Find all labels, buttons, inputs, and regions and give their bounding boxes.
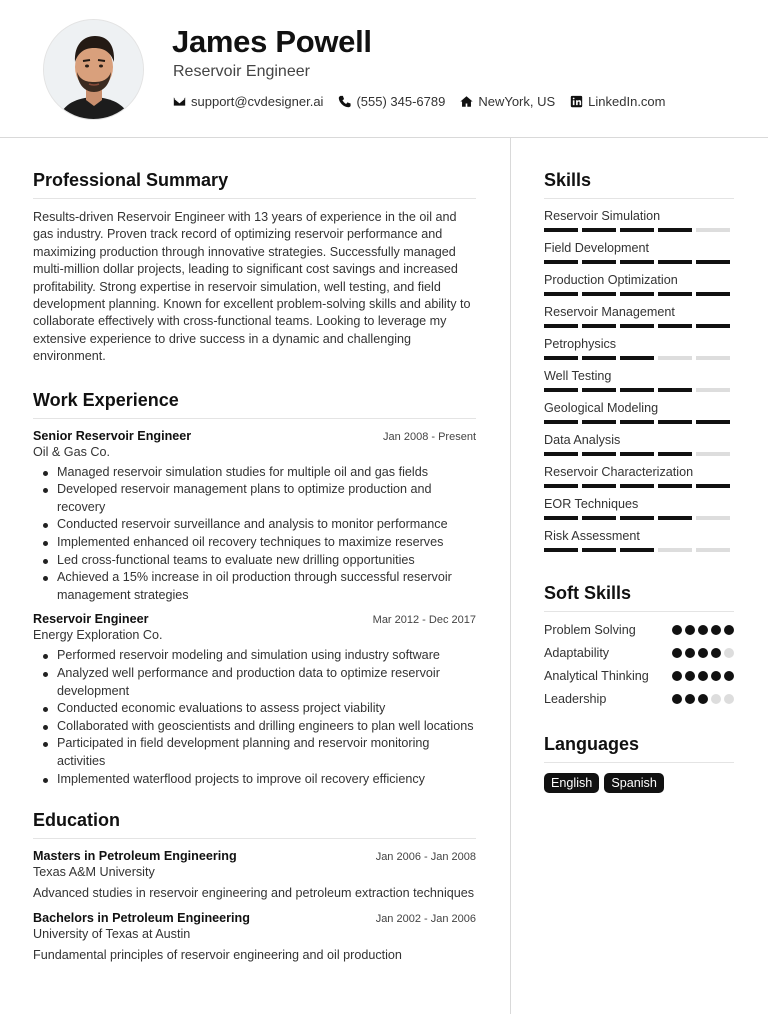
skill-level-segment: [544, 356, 578, 360]
skill-level-segment: [544, 420, 578, 424]
skill-level-segment: [582, 324, 616, 328]
rating-dot: [724, 625, 734, 635]
rating-dot: [711, 625, 721, 635]
profile-photo: [43, 19, 144, 120]
summary-text: Results-driven Reservoir Engineer with 13 years of experience in the oil and gas industry. Proven track record of optimizing reservoir performance and maximizing production through innovative strategies. Successfully managed multi-million dollar projects, leading to significant cost savings and increased profitability. Strong expertise in reservoir simulation, well testing, and field development planning. Known for excellent problem-solving skills and ability to collaborate effectively with cross-functional teams. Looking to leverage my extensive experience to drive success in a dynamic and challenging environment.: [33, 210, 471, 364]
bullet-item: Managed reservoir simulation studies for multiple oil and gas fields: [43, 464, 476, 482]
soft-skill-list: [544, 622, 734, 708]
rating-dot: [685, 648, 695, 658]
summary-section: [33, 170, 476, 366]
soft-skill-rating: [672, 694, 734, 704]
skill-level-segment: [696, 484, 730, 488]
soft-skill-name: Analytical Thinking: [544, 669, 649, 683]
skill-level-segment: [696, 356, 730, 360]
skill-name: Petrophysics: [544, 337, 617, 351]
contact-email[interactable]: [173, 94, 323, 109]
skill-level-segment: [620, 292, 654, 296]
job-header: [33, 612, 476, 626]
language-badge: Spanish: [604, 773, 664, 793]
skill-level-bar: [544, 292, 734, 305]
bullet-item: Conducted economic evaluations to assess project viability: [43, 700, 476, 718]
experience-section: [33, 390, 476, 789]
skill-level-segment: [696, 452, 730, 456]
main-column: [33, 170, 476, 964]
skill-level-segment: [696, 548, 730, 552]
job-list: [33, 429, 476, 789]
soft-skill-name: Adaptability: [544, 646, 610, 660]
skill-level-segment: [696, 516, 730, 520]
rating-dot: [685, 671, 695, 681]
school-name: University of Texas at Austin: [33, 926, 191, 941]
skill-level-segment: [658, 516, 692, 520]
skill-level-segment: [544, 388, 578, 392]
skill-name: Geological Modeling: [544, 401, 659, 415]
skill-name: Well Testing: [544, 369, 612, 383]
skill-name: Reservoir Characterization: [544, 465, 694, 479]
skill-level-bar: [544, 260, 734, 273]
rating-dot: [711, 671, 721, 681]
soft-skill-rating: [672, 625, 734, 635]
bullet-item: Led cross-functional teams to evaluate new drilling opportunities: [43, 552, 476, 570]
skill-level-segment: [582, 228, 616, 232]
education-description: Fundamental principles of reservoir engineering and oil production: [33, 947, 402, 962]
skill-level-segment: [620, 420, 654, 424]
skill-level-bar: [544, 484, 734, 497]
skill-name: Reservoir Simulation: [544, 209, 661, 223]
rating-dot: [672, 671, 682, 681]
skill-list: [544, 209, 734, 561]
sidebar-column: [544, 170, 734, 793]
skill-level-segment: [582, 548, 616, 552]
skill-level-segment: [696, 228, 730, 232]
rating-dot: [672, 694, 682, 704]
skill-name: EOR Techniques: [544, 497, 639, 511]
skill-level-segment: [696, 324, 730, 328]
job-company: Oil & Gas Co.: [33, 444, 110, 459]
skill-level-segment: [620, 548, 654, 552]
bullet-item: Conducted reservoir surveillance and analysis to monitor performance: [43, 516, 476, 534]
home-icon: [460, 95, 473, 108]
bullet-item: Developed reservoir management plans to optimize production and recovery: [43, 481, 476, 516]
skill-level-bar: [544, 356, 734, 369]
skill-level-segment: [582, 452, 616, 456]
envelope-icon: [173, 95, 186, 108]
rating-dot: [685, 625, 695, 635]
skill-name: Field Development: [544, 241, 649, 255]
skill-level-segment: [544, 292, 578, 296]
skill-level-segment: [544, 452, 578, 456]
job-bullets: [43, 464, 476, 605]
job-title: Senior Reservoir Engineer: [33, 428, 192, 443]
skill-item: [544, 465, 734, 497]
education-header: [33, 849, 476, 863]
bullet-item: Collaborated with geoscientists and drilling engineers to plan well locations: [43, 718, 476, 736]
skill-level-segment: [658, 324, 692, 328]
degree-title: Bachelors in Petroleum Engineering: [33, 910, 250, 925]
skill-level-segment: [658, 260, 692, 264]
section-heading: Professional Summary: [33, 170, 476, 199]
soft-skill-name: Leadership: [544, 692, 607, 706]
skill-level-segment: [582, 260, 616, 264]
skill-item: [544, 305, 734, 337]
skill-level-segment: [544, 324, 578, 328]
bullet-item: Performed reservoir modeling and simulation using industry software: [43, 647, 476, 665]
soft-skill-rating: [672, 671, 734, 681]
skill-level-bar: [544, 324, 734, 337]
contact-phone-text: (555) 345-6789: [356, 94, 446, 109]
contact-phone[interactable]: [338, 94, 445, 109]
school-name: Texas A&M University: [33, 865, 155, 880]
skill-level-segment: [582, 388, 616, 392]
rating-dot: [672, 648, 682, 658]
language-list: [544, 773, 734, 793]
column-divider: [510, 138, 511, 1014]
soft-skills-section: [544, 583, 734, 708]
phone-icon: [338, 95, 351, 108]
soft-skill-rating: [672, 648, 734, 658]
resume-header: [0, 0, 768, 138]
bullet-item: Achieved a 15% increase in oil production through successful reservoir management strategies: [43, 569, 476, 604]
job-entry: [33, 429, 476, 605]
education-entry: [33, 911, 476, 964]
skill-level-segment: [658, 420, 692, 424]
education-section: [33, 810, 476, 964]
job-dates: Mar 2012 - Dec 2017: [372, 614, 476, 627]
skill-level-bar: [544, 548, 734, 561]
soft-skill-item: [544, 622, 734, 639]
rating-dot: [672, 625, 682, 635]
skill-level-segment: [696, 292, 730, 296]
soft-skill-item: [544, 691, 734, 708]
skill-level-segment: [582, 292, 616, 296]
skill-item: [544, 209, 734, 241]
rating-dot: [724, 694, 734, 704]
skill-level-bar: [544, 420, 734, 433]
skill-level-segment: [696, 388, 730, 392]
skill-level-segment: [544, 548, 578, 552]
skill-level-segment: [696, 260, 730, 264]
job-dates: Jan 2008 - Present: [383, 430, 476, 443]
skill-name: Reservoir Management: [544, 305, 675, 319]
bullet-item: Analyzed well performance and production data to optimize reservoir development: [43, 665, 476, 700]
education-description: Advanced studies in reservoir engineering and petroleum extraction techniques: [33, 886, 475, 901]
education-entry: [33, 849, 476, 902]
skill-level-segment: [620, 356, 654, 360]
skill-level-segment: [544, 260, 578, 264]
candidate-name: James Powell: [172, 24, 372, 59]
skill-level-segment: [658, 452, 692, 456]
skill-level-segment: [658, 228, 692, 232]
job-entry: [33, 612, 476, 788]
skill-name: Data Analysis: [544, 433, 621, 447]
skill-level-segment: [658, 548, 692, 552]
skill-level-bar: [544, 388, 734, 401]
contact-list: [173, 94, 681, 109]
rating-dot: [698, 625, 708, 635]
contact-email-text: support@cvdesigner.ai: [191, 94, 324, 109]
degree-title: Masters in Petroleum Engineering: [33, 849, 237, 864]
soft-skill-name: Problem Solving: [544, 623, 636, 637]
section-heading: Soft Skills: [544, 583, 734, 612]
language-badge: English: [544, 773, 599, 793]
skill-level-segment: [658, 292, 692, 296]
job-company: Energy Exploration Co.: [33, 628, 163, 643]
rating-dot: [698, 671, 708, 681]
bullet-item: Implemented waterflood projects to improve oil recovery efficiency: [43, 771, 476, 789]
skill-level-segment: [658, 388, 692, 392]
rating-dot: [698, 694, 708, 704]
job-title: Reservoir Engineer: [33, 612, 149, 627]
skill-level-segment: [620, 452, 654, 456]
skill-level-bar: [544, 228, 734, 241]
skill-level-segment: [620, 388, 654, 392]
skill-level-segment: [696, 420, 730, 424]
job-header: [33, 429, 476, 443]
section-heading: Languages: [544, 734, 734, 763]
skill-item: [544, 497, 734, 529]
skill-item: [544, 433, 734, 465]
skill-item: [544, 369, 734, 401]
skill-level-segment: [620, 516, 654, 520]
skill-level-segment: [544, 228, 578, 232]
section-heading: Skills: [544, 170, 734, 199]
soft-skill-item: [544, 645, 734, 662]
section-heading: Education: [33, 810, 476, 839]
languages-section: [544, 734, 734, 793]
skill-item: [544, 241, 734, 273]
skill-level-segment: [658, 484, 692, 488]
skill-level-bar: [544, 452, 734, 465]
education-dates: Jan 2002 - Jan 2006: [375, 912, 476, 925]
skill-level-segment: [658, 356, 692, 360]
section-heading: Work Experience: [33, 390, 476, 419]
education-header: [33, 911, 476, 925]
contact-location: [460, 94, 555, 109]
rating-dot: [711, 648, 721, 658]
skill-level-bar: [544, 516, 734, 529]
skill-item: [544, 337, 734, 369]
rating-dot: [685, 694, 695, 704]
skill-level-segment: [620, 260, 654, 264]
skill-level-segment: [582, 420, 616, 424]
skill-item: [544, 401, 734, 433]
rating-dot: [724, 671, 734, 681]
education-list: [33, 849, 476, 964]
skill-level-segment: [544, 516, 578, 520]
bullet-item: Participated in field development planning and reservoir monitoring activities: [43, 735, 476, 770]
skill-item: [544, 273, 734, 305]
linkedin-icon: [570, 95, 583, 108]
job-bullets: [43, 647, 476, 788]
contact-linkedin-text: LinkedIn.com: [588, 94, 666, 109]
contact-location-text: NewYork, US: [478, 94, 556, 109]
skill-level-segment: [620, 228, 654, 232]
skills-section: [544, 170, 734, 561]
rating-dot: [698, 648, 708, 658]
rating-dot: [724, 648, 734, 658]
skill-level-segment: [544, 484, 578, 488]
skill-level-segment: [620, 324, 654, 328]
education-dates: Jan 2006 - Jan 2008: [375, 851, 476, 864]
rating-dot: [711, 694, 721, 704]
skill-item: [544, 529, 734, 561]
skill-level-segment: [620, 484, 654, 488]
skill-name: Production Optimization: [544, 273, 678, 287]
contact-linkedin[interactable]: [570, 94, 665, 109]
soft-skill-item: [544, 668, 734, 685]
bullet-item: Implemented enhanced oil recovery techniques to maximize reserves: [43, 534, 476, 552]
candidate-title: Reservoir Engineer: [173, 63, 310, 80]
avatar-illustration: [44, 20, 144, 120]
skill-level-segment: [582, 356, 616, 360]
skill-level-segment: [582, 516, 616, 520]
skill-level-segment: [582, 484, 616, 488]
skill-name: Risk Assessment: [544, 529, 640, 543]
